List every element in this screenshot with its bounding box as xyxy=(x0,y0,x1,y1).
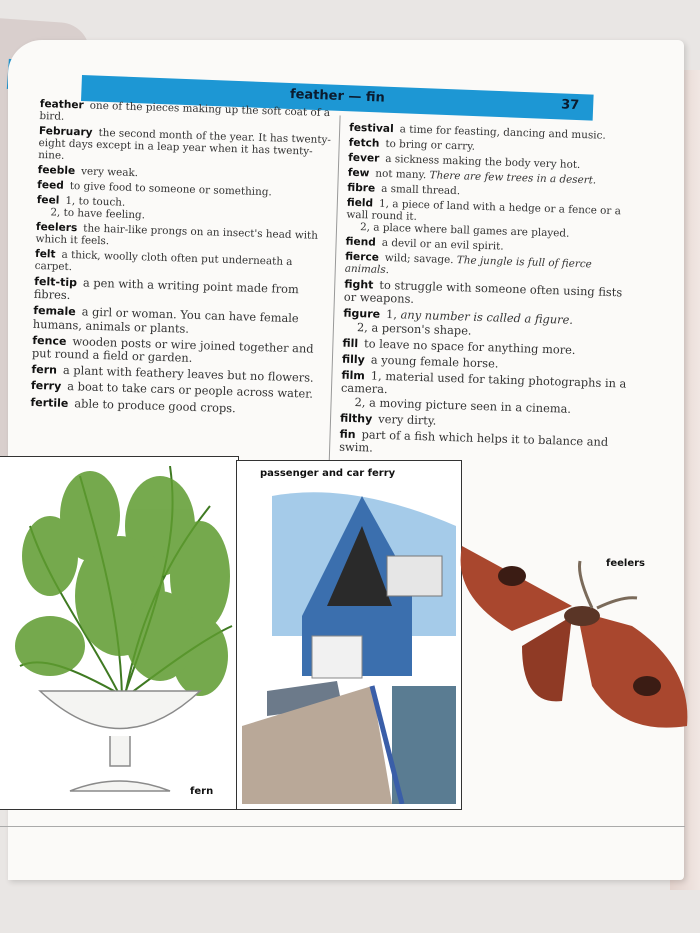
entry: fill to leave no space for anything more. xyxy=(342,336,576,357)
fern-illustration xyxy=(10,466,238,806)
entry: feather one of the pieces making up the soft coat of a bird. xyxy=(39,98,331,123)
entry: feelers the hair-like prongs on an insect's head with which it feels. xyxy=(35,220,319,248)
water xyxy=(392,686,456,804)
page-header-title: feather — fin xyxy=(289,87,386,106)
entry: filthy very dirty. xyxy=(339,411,437,428)
feelers-label: feelers xyxy=(606,558,646,569)
entry: fierce wild; savage. The jungle is full of fierce animals. xyxy=(344,250,592,277)
moth-eyespot xyxy=(498,566,526,586)
moth-upper-wing xyxy=(461,546,572,631)
left-column xyxy=(30,98,335,421)
entry: feed to give food to someone or something. xyxy=(37,178,272,199)
entry: fiend a devil or an evil spirit. xyxy=(345,235,504,253)
fern-leaflets xyxy=(15,471,230,696)
entry: fin part of a fish which helps it to balance and swim. xyxy=(338,427,609,455)
entry: female a girl or woman. You can have female humans, animals or plants. xyxy=(32,304,299,336)
entry: film 1, material used for taking photographs in a camera. 2, a moving picture seen in a cinema. xyxy=(340,368,627,416)
entry: festival a time for feasting, dancing and music. xyxy=(349,121,606,142)
entry: fight to struggle with someone often using fists or weapons. xyxy=(343,277,623,307)
ramp-road xyxy=(242,686,392,804)
entry: fever a sickness making the body very hot. xyxy=(348,151,581,172)
right-column xyxy=(339,122,634,466)
moth-body xyxy=(564,606,600,626)
entry: February the second month of the year. It has twenty-eight days except in a leap year when it has twenty-nine. xyxy=(38,124,332,162)
page-number: 37 xyxy=(560,97,580,114)
moth-lower-wing xyxy=(522,616,572,701)
entry: feel 1, to touch. 2, to have feeling. xyxy=(36,193,146,222)
fern-label: fern xyxy=(190,786,214,797)
moth-illustration xyxy=(452,536,694,742)
entry: ferry a boat to take cars or people across water. xyxy=(30,379,314,402)
entry: fibre a small thread. xyxy=(347,181,461,198)
moth-eyespot xyxy=(633,676,661,696)
van xyxy=(312,636,362,678)
ferry-label: passenger and car ferry xyxy=(260,468,396,479)
entry: fetch to bring or carry. xyxy=(348,136,476,153)
dictionary-content xyxy=(29,98,635,477)
ferry-illustration xyxy=(242,486,456,804)
entry: feeble very weak. xyxy=(37,163,139,180)
entry: fence wooden posts or wire joined together and put round a field or garden. xyxy=(31,333,314,365)
ferry-cabin xyxy=(387,556,442,596)
entry: filly a young female horse. xyxy=(341,352,499,371)
entry: few not many. There are few trees in a desert. xyxy=(347,166,597,187)
entry: figure 1, any number is called a figure. 2, a person's shape. xyxy=(343,307,574,338)
vase xyxy=(40,691,200,791)
entry: felt-tip a pen with a writing point made from fibres. xyxy=(33,274,300,303)
page-bottom-rule xyxy=(0,826,685,827)
entry: fertile able to produce good crops. xyxy=(30,395,236,415)
entry: field 1, a piece of land with a hedge or a fence or a wall round it. 2, a place where ball games are played. xyxy=(346,196,622,240)
moth-right-wing xyxy=(577,611,687,728)
entry: fern a plant with feathery leaves but no flowers. xyxy=(31,363,314,385)
entry: felt a thick, woolly cloth often put underneath a carpet. xyxy=(34,247,293,274)
